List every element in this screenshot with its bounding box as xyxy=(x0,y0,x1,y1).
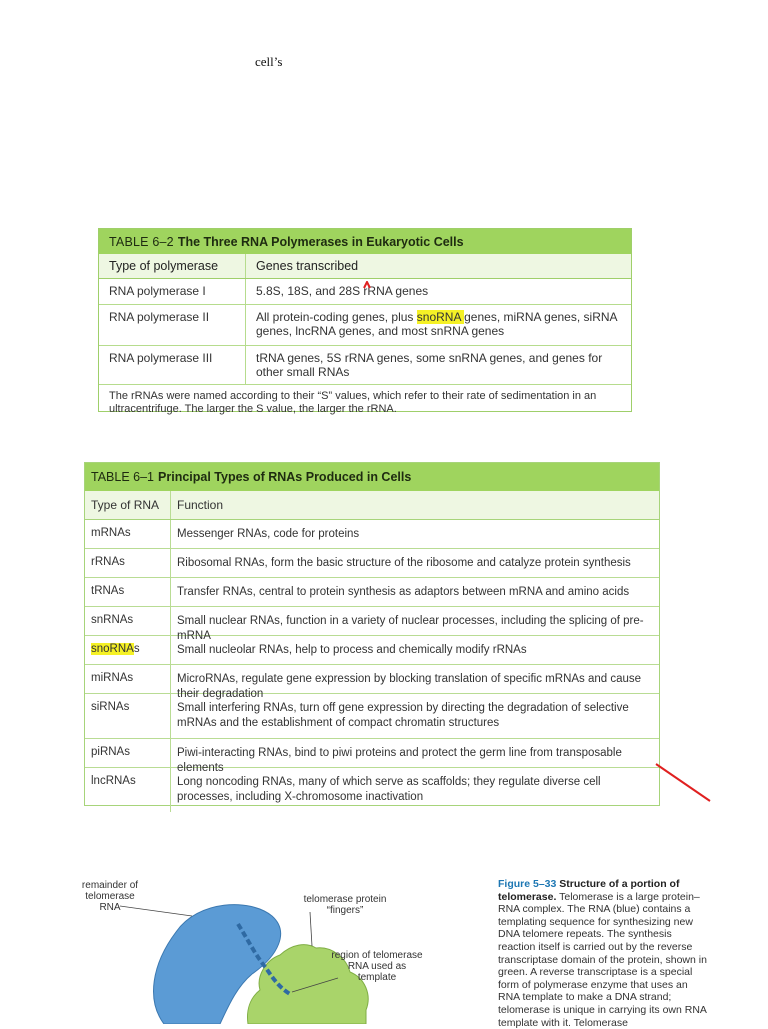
genes-transcribed: tRNA genes, 5S rRNA genes, some snRNA genes, and genes for other small RNAs xyxy=(256,351,603,379)
red-annotation-stroke xyxy=(650,758,716,808)
table-row xyxy=(85,665,659,700)
figure-number: Figure 5–33 xyxy=(498,878,557,890)
column-header-function: Function xyxy=(177,498,224,512)
table-title-bar xyxy=(85,463,659,491)
genes-text: All protein-coding genes, plus xyxy=(256,310,417,324)
table-rna-types xyxy=(84,462,660,806)
column-header-type: Type of polymerase xyxy=(99,254,246,278)
polymerase-type: RNA polymerase I xyxy=(99,279,246,304)
rna-type: mRNAs xyxy=(85,520,171,548)
highlighted-text: snoRNA xyxy=(91,643,134,655)
genes-text: genes, miRNA genes, siRNA genes, lncRNA genes, and most snRNA genes xyxy=(256,310,617,338)
table-label: TABLE 6–1 xyxy=(91,470,155,484)
table-row xyxy=(99,305,631,346)
rna-type: rRNAs xyxy=(85,549,171,577)
table-row xyxy=(85,739,659,774)
rna-function: Transfer RNAs, central to protein synthesis as adaptors between mRNA and amino acids xyxy=(177,586,630,598)
rna-function: Ribosomal RNAs, form the basic structure of the ribosome and catalyze protein synthesis xyxy=(177,557,631,569)
table-footnote: The rRNAs were named according to their “S” values, which refer to their rate of sedimentation in an ultracentrifuge. The larger the S value, the larger the rRNA. xyxy=(109,390,597,415)
table-title-bar xyxy=(99,229,631,254)
table-row xyxy=(85,549,659,578)
rna-type: lncRNAs xyxy=(85,768,171,812)
table-header-row xyxy=(99,254,631,279)
table-row xyxy=(85,768,659,812)
genes-transcribed xyxy=(246,305,631,345)
label-remainder-rna: remainder of telomerase RNA xyxy=(81,880,139,913)
rna-type: miRNAs xyxy=(85,665,171,693)
polymerase-type: RNA polymerase II xyxy=(99,305,246,345)
table-row xyxy=(85,578,659,607)
table-row xyxy=(85,636,659,665)
column-header-genes: Genes transcribed xyxy=(256,259,359,273)
figure-caption xyxy=(498,878,708,1029)
telomerase-figure xyxy=(80,860,480,1024)
rna-type xyxy=(85,636,171,664)
rna-function: Messenger RNAs, code for proteins xyxy=(177,528,360,540)
table-row xyxy=(85,694,659,739)
fragment-text: cell’s xyxy=(255,54,283,69)
rna-type-suffix: s xyxy=(133,643,140,655)
table-row xyxy=(99,346,631,385)
rna-function: Small nucleolar RNAs, help to process and chemically modify rRNAs xyxy=(177,644,527,656)
red-mark-icon xyxy=(363,281,371,289)
polymerase-type: RNA polymerase III xyxy=(99,346,246,384)
rna-function: MicroRNAs, regulate gene expression by blocking translation of specific mRNAs and cause their degradation xyxy=(177,673,642,700)
rna-function: Piwi-interacting RNAs, bind to piwi proteins and protect the germ line from transposable elements xyxy=(177,747,622,774)
rna-function: Small nuclear RNAs, function in a variety of nuclear processes, including the splicing of pre-mRNA xyxy=(177,615,644,642)
rna-type: siRNAs xyxy=(85,694,171,738)
table-label: TABLE 6–2 xyxy=(109,234,174,249)
highlighted-text: snoRNA xyxy=(416,310,465,324)
rna-type: tRNAs xyxy=(85,578,171,606)
rna-type: piRNAs xyxy=(85,739,171,767)
table-row xyxy=(85,520,659,549)
rna-function: Long noncoding RNAs, many of which serve as scaffolds; they regulate diverse cell processes, including X-chromosome inactivation xyxy=(177,776,601,803)
label-protein-fingers: telomerase protein “fingers” xyxy=(303,894,387,916)
table-title: The Three RNA Polymerases in Eukaryotic Cells xyxy=(177,234,464,249)
table-rna-polymerases xyxy=(98,228,632,415)
table-header-row xyxy=(85,491,659,520)
genes-transcribed xyxy=(246,279,631,304)
label-template-region: region of telomerase RNA used as template xyxy=(331,950,423,983)
column-header-type: Type of RNA xyxy=(85,491,171,519)
caption-text: Telomerase is a large protein–RNA complex. The RNA (blue) contains a templating sequence for synthesizing new DNA telomere repeats. The synthesis reaction itself is carried out by the reverse transcriptase domain of the protein, shown in green. A reverse transcriptase is a special form of polymerase enzyme that uses an RNA template to make a DNA strand; telomerase is unique in carrying its own RNA template with it. Telomerase xyxy=(498,890,707,1029)
table-row xyxy=(99,279,631,305)
rna-type: snRNAs xyxy=(85,607,171,635)
genes-text: 5.8S, 18S, and 28S rRNA genes xyxy=(256,284,429,298)
table-row xyxy=(85,607,659,642)
caption-title: Structure of a portion of telomerase. xyxy=(498,878,680,903)
telomerase-illustration xyxy=(80,860,480,1024)
rna-function: Small interfering RNAs, turn off gene expression by directing the degradation of selective mRNAs and the establishment of compact chromatin structures xyxy=(177,702,629,729)
table-title: Principal Types of RNAs Produced in Cells xyxy=(158,470,412,484)
